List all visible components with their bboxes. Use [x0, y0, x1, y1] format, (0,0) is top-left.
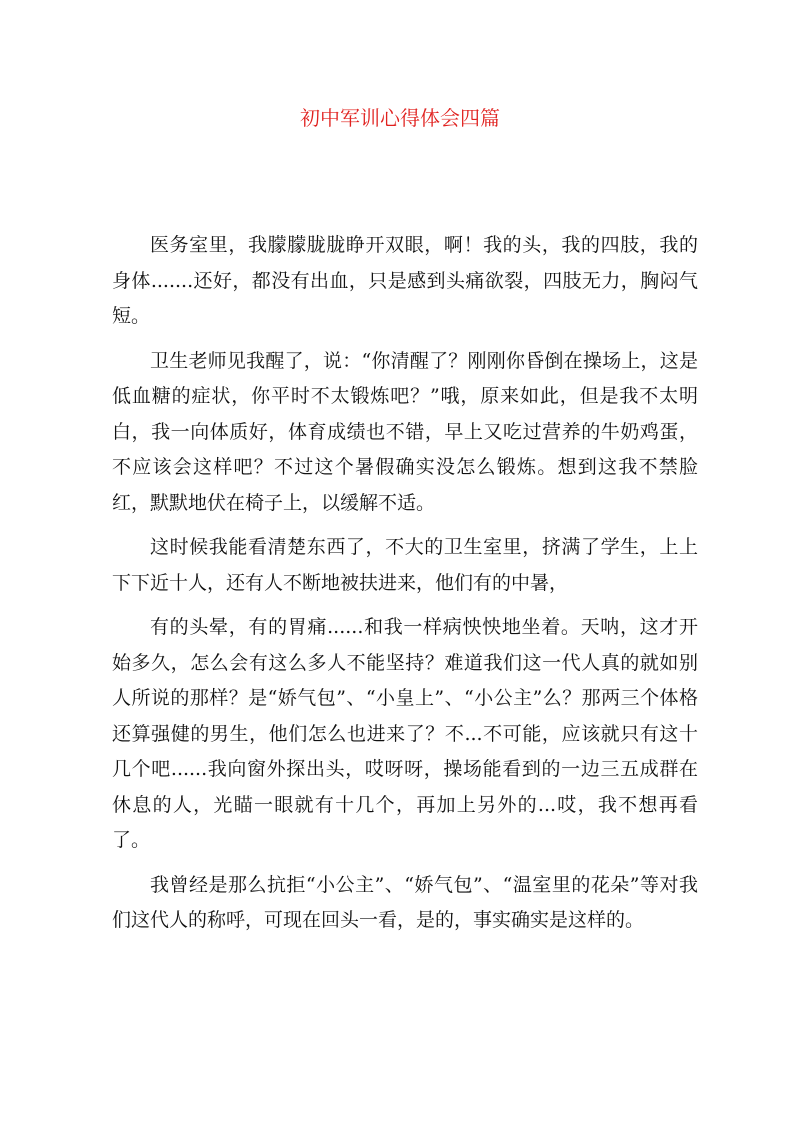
document-title: 初中军训心得体会四篇 [300, 106, 500, 130]
paragraph: 卫生老师见我醒了，说：“你清醒了？刚刚你昏倒在操场上，这是低血糖的症状，你平时不太锻炼吧？”哦，原来如此，但是我不太明白，我一向体质好，体育成绩也不错，早上又吃过营养的牛奶鸡蛋，不应该会这样吧？不过这个暑假确实没怎么锻炼。想到这我不禁脸红，默默地伏在椅子上，以缓解不适。 [112, 349, 698, 514]
paragraph: 我曾经是那么抗拒“小公主”、“娇气包”、“温室里的花朵”等对我们这代人的称呼，可现在回头一看，是的，事实确实是这样的。 [112, 873, 698, 931]
paragraph: 有的头晕，有的胃痛......和我一样病怏怏地坐着。天呐，这才开始多久，怎么会有这么多人不能坚持？难道我们这一代人真的就如别人所说的那样？是“娇气包”、“小皇上”、“小公主”么？那两三个体格还算强健的男生，他们怎么也进来了？不...不可能，应该就只有这十几个吧......我向窗外探出头，哎呀呀，操场能看到的一边三五成群在休息的人，光瞄一眼就有十几个，再加上另外的...哎，我不想再看了。 [112, 616, 698, 851]
document-body [112, 228, 698, 948]
paragraph: 医务室里，我朦朦胧胧睁开双眼，啊！我的头，我的四肢，我的身体.......还好，都没有出血，只是感到头痛欲裂，四肢无力，胸闷气短。 [112, 234, 698, 327]
paragraph: 这时候我能看清楚东西了，不大的卫生室里，挤满了学生，上上下下近十人，还有人不断地被扶进来，他们有的中暑， [112, 536, 698, 594]
